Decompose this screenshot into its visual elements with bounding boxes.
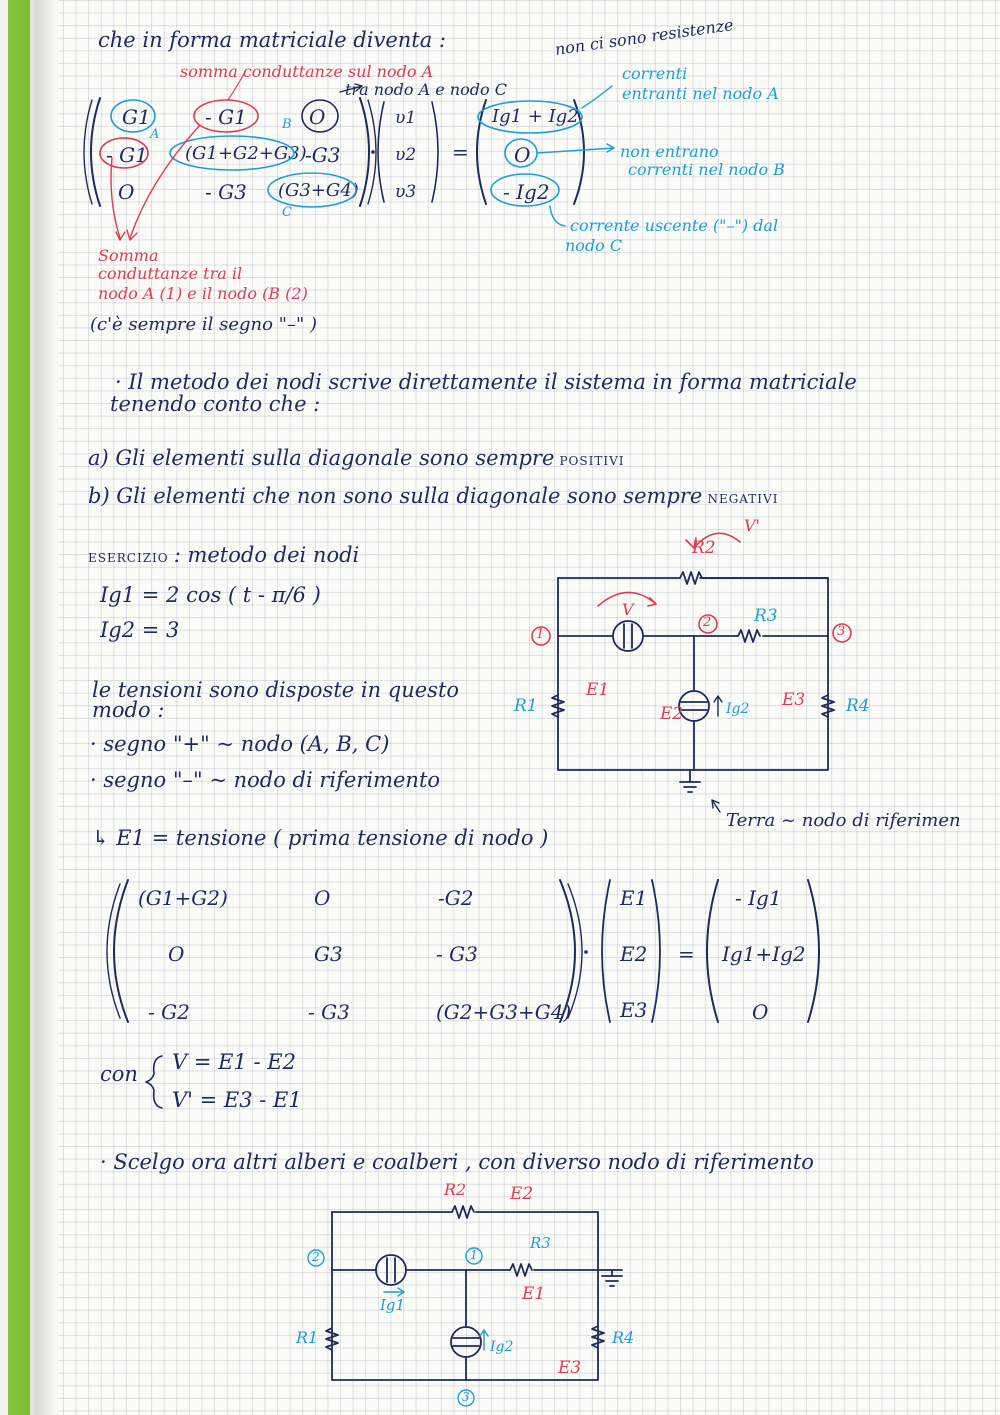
con-label: con [100,1062,138,1086]
ig1-definition: Ig1 = 2 cos ( t - π/6 ) [100,583,321,607]
sign-minus-rule: · segno "–" ~ nodo di riferimento [90,768,441,792]
m2-rhs-2: Ig1+Ig2 [722,942,806,966]
c2-label-R4: R4 [612,1328,635,1347]
c2-node-3: 3 [462,1390,470,1404]
m2-cell-13: -G2 [438,886,474,910]
c1-label-R3: R3 [754,606,778,626]
c2-label-R2: R2 [444,1180,467,1199]
intro-text: che in forma matriciale diventa : [98,28,446,52]
m1-label-A: A [150,127,160,142]
m1-cell-31: O [118,180,135,204]
c1-label-E1: E1 [586,680,610,700]
m1-cell-23: -G3 [305,143,341,167]
annot-between-nodes: tra nodo A e nodo C [345,80,507,99]
ig2-definition: Ig2 = 3 [100,618,180,642]
m1-var-1: υ1 [395,108,417,128]
m1-label-B: B [282,117,292,132]
m2-var-1: E1 [620,886,648,910]
m1-cell-12: - G1 [205,105,247,129]
annot-no-resistances: non ci sono resistenze [553,15,735,59]
m1-var-2: υ2 [395,145,417,165]
m1-cell-21: - G1 [106,143,148,167]
m1-label-C: C [282,205,292,220]
m2-cell-21: O [168,942,185,966]
c2-label-E3: E3 [558,1358,582,1378]
annot-entering-1: correnti [622,64,688,83]
c1-node-2: 2 [703,615,712,630]
c2-label-E1: E1 [522,1284,546,1304]
m2-cell-11: (G1+G2) [138,886,228,910]
m1-cell-32: - G3 [205,180,247,204]
annot-not-entering-2: correnti nel nodo B [628,160,785,179]
rule-a-caps: POSITIVI [559,454,625,468]
method-line-2: tenendo conto che : [110,392,321,416]
c1-label-R1: R1 [514,696,538,716]
eq-v: V = E1 - E2 [172,1050,296,1074]
exercise-title: : metodo dei nodi [173,543,360,567]
m1-cell-33: (G3+G4) [278,180,359,201]
choose-trees: · Scelgo ora altri alberi e coalberi , con diverso nodo di riferimento [100,1150,814,1174]
annot-sum-AB-1: Somma [98,246,159,265]
c1-label-E3: E3 [782,690,806,710]
sign-plus-rule: · segno "+" ~ nodo (A, B, C) [90,732,390,756]
exercise-label: ESERCIZIO [88,551,169,565]
ground-note: Terra ~ nodo di riferimen [726,810,961,831]
m2-cell-23: - G3 [436,942,478,966]
eq-vprime: V' = E3 - E1 [172,1088,302,1112]
m2-cell-22: G3 [314,942,343,966]
m1-cell-22: (G1+G2+G3) [185,143,307,164]
rule-a-text: a) Gli elementi sulla diagonale sono sempre [88,446,555,470]
e1-definition: ↳ E1 = tensione ( prima tensione di nodo ) [92,826,549,850]
annot-sum-A: somma conduttanze sul nodo A [180,62,434,81]
m2-equals: = [678,942,695,966]
m1-equals: = [452,140,469,164]
c1-label-Vprime: V' [744,516,760,535]
m2-var-3: E3 [620,998,648,1022]
m1-var-3: υ3 [395,182,417,202]
voltages-line-1: le tensioni sono disposte in questo [92,678,460,702]
m2-cell-33: (G2+G3+G4) [436,1000,572,1024]
m1-rhs-2: O [514,143,531,167]
c2-label-R1: R1 [296,1328,319,1347]
m1-cell-11: G1 [122,105,151,129]
m2-rhs-1: - Ig1 [735,886,782,910]
m1-cell-13: O [309,105,326,129]
c2-node-2: 2 [312,1250,320,1264]
c1-node-1: 1 [536,627,545,642]
m2-cell-12: O [314,886,331,910]
annot-sum-AB-3: nodo A (1) e il nodo (B (2) [98,284,308,303]
voltages-line-2: modo : [92,698,165,722]
c2-label-Ig1: Ig1 [380,1296,406,1314]
m2-rhs-3: O [752,1000,769,1024]
c1-label-E2: E2 [660,704,684,724]
annot-entering-2: entranti nel nodo A [622,84,779,103]
rule-b-text: b) Gli elementi che non sono sulla diagonale sono sempre [88,484,703,508]
method-line-1: · Il metodo dei nodi scrive direttamente il sistema in forma matriciale [115,370,857,394]
c2-label-R3: R3 [530,1234,551,1252]
c1-label-Ig2: Ig2 [726,701,750,717]
m2-var-2: E2 [620,942,648,966]
annot-not-entering-1: non entrano [620,142,719,161]
c1-label-R2: R2 [692,538,716,558]
note-sign: (c'è sempre il segno "–" ) [90,314,317,335]
rule-b-caps: NEGATIVI [707,492,779,506]
c1-label-R4: R4 [846,696,870,716]
c2-label-Ig2: Ig2 [490,1339,514,1355]
c2-node-1: 1 [470,1248,478,1262]
m2-cell-32: - G3 [308,1000,350,1024]
annot-exiting-1: corrente uscente ("–") dal [570,216,779,235]
m1-rhs-1: Ig1 + Ig2 [492,106,579,127]
c1-label-V: V [622,600,634,619]
m2-cell-31: - G2 [148,1000,190,1024]
annot-exiting-2: nodo C [565,236,623,255]
c2-label-E2: E2 [510,1184,534,1204]
c1-node-3: 3 [837,624,846,639]
m1-rhs-3: - Ig2 [503,180,550,204]
annot-sum-AB-2: conduttanze tra il [98,264,243,283]
